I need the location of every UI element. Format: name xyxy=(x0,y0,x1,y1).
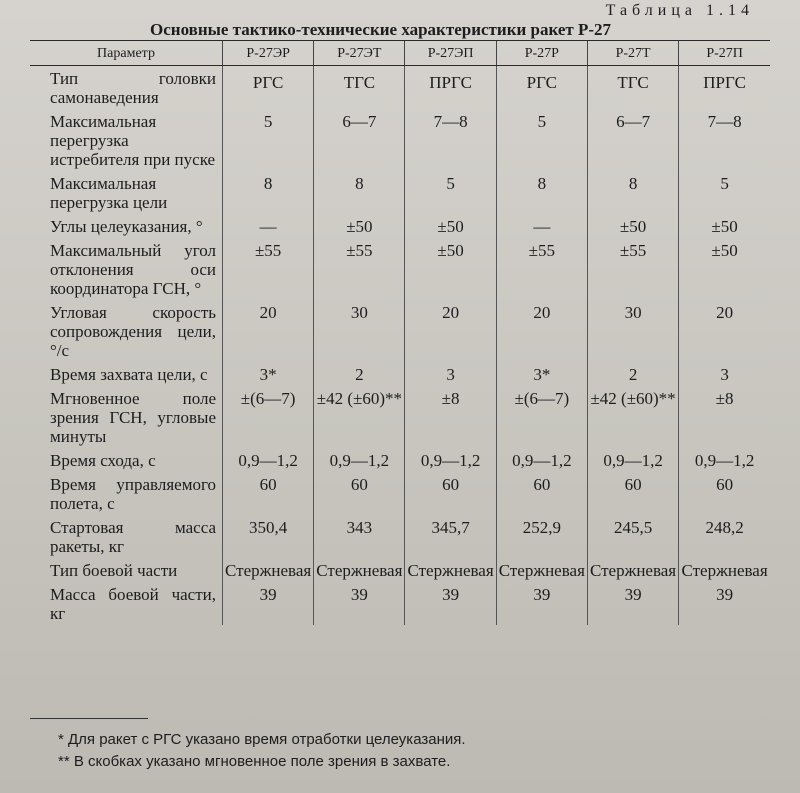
table-number: Таблица 1.14 xyxy=(605,2,754,19)
table-row xyxy=(30,362,770,386)
table-row xyxy=(30,109,770,171)
value-cell: 0,9—1,2 xyxy=(405,448,496,472)
value-cell: ±(6—7) xyxy=(496,386,587,448)
value-cell: ±50 xyxy=(314,214,405,238)
parameter-name: Время управляемого полета, с xyxy=(50,475,217,513)
value-cell: РГС xyxy=(496,66,587,110)
parameter-name: Углы целеуказания, ° xyxy=(50,217,203,236)
value-cell: ±42 (±60)** xyxy=(587,386,678,448)
value-cell: 8 xyxy=(496,171,587,214)
value-cell: ±50 xyxy=(405,238,496,300)
table-row xyxy=(30,238,770,300)
value-cell: Стержневая xyxy=(405,558,496,582)
value-cell: 5 xyxy=(679,171,770,214)
value-cell: 6—7 xyxy=(587,109,678,171)
value-cell: 252,9 xyxy=(496,515,587,558)
value-cell: 350,4 xyxy=(223,515,314,558)
parameter-name: Время захвата цели, с xyxy=(50,365,208,384)
table-row xyxy=(30,558,770,582)
value-cell: 8 xyxy=(223,171,314,214)
value-cell: 60 xyxy=(587,472,678,515)
value-cell: Стержневая xyxy=(496,558,587,582)
parameter-name: Угловая скорость сопровождения цели, °/с xyxy=(50,303,217,360)
value-cell: 20 xyxy=(496,300,587,362)
value-cell: — xyxy=(496,214,587,238)
value-cell: 5 xyxy=(223,109,314,171)
value-cell: 20 xyxy=(405,300,496,362)
value-cell: Стержневая xyxy=(314,558,405,582)
parameter-name: Максимальный угол отклонения оси координатора ГСН, ° xyxy=(50,241,217,298)
table-row xyxy=(30,66,770,110)
column-header: Р-27ЭП xyxy=(405,41,496,66)
footnote: * Для ракет с РГС указано время отработки целеуказания. xyxy=(58,731,466,748)
value-cell: ПРГС xyxy=(679,66,770,110)
table-row xyxy=(30,171,770,214)
value-cell: 0,9—1,2 xyxy=(223,448,314,472)
value-cell: 7—8 xyxy=(405,109,496,171)
table-row xyxy=(30,515,770,558)
value-cell: 20 xyxy=(679,300,770,362)
value-cell: 20 xyxy=(223,300,314,362)
value-cell: 5 xyxy=(405,171,496,214)
column-header: Параметр xyxy=(30,41,223,66)
value-cell: 345,7 xyxy=(405,515,496,558)
table-row xyxy=(30,386,770,448)
value-cell: 8 xyxy=(587,171,678,214)
column-header: Р-27Р xyxy=(496,41,587,66)
parameter-name: Максимальная перегрузка истребителя при пуске xyxy=(50,112,216,169)
column-header: Р-27ЭТ xyxy=(314,41,405,66)
parameter-name: Тип головки самонаведения xyxy=(50,69,217,107)
value-cell: ±50 xyxy=(405,214,496,238)
value-cell: 248,2 xyxy=(679,515,770,558)
value-cell: ±55 xyxy=(223,238,314,300)
value-cell: ±55 xyxy=(587,238,678,300)
value-cell: 0,9—1,2 xyxy=(679,448,770,472)
value-cell: 7—8 xyxy=(679,109,770,171)
value-cell: 39 xyxy=(314,582,405,625)
table-row xyxy=(30,582,770,625)
parameter-name: Мгновенное поле зрения ГСН, угловые минуты xyxy=(50,389,217,446)
value-cell: 39 xyxy=(405,582,496,625)
value-cell: 60 xyxy=(405,472,496,515)
column-header: Р-27ЭР xyxy=(223,41,314,66)
value-cell: 39 xyxy=(679,582,770,625)
value-cell: — xyxy=(223,214,314,238)
value-cell: ±50 xyxy=(679,214,770,238)
value-cell: ±8 xyxy=(405,386,496,448)
value-cell: 3 xyxy=(405,362,496,386)
value-cell: ПРГС xyxy=(405,66,496,110)
parameter-name: Стартовая масса ракеты, кг xyxy=(50,518,217,556)
value-cell: 60 xyxy=(223,472,314,515)
value-cell: ±42 (±60)** xyxy=(314,386,405,448)
value-cell: 60 xyxy=(314,472,405,515)
value-cell: 343 xyxy=(314,515,405,558)
value-cell: 245,5 xyxy=(587,515,678,558)
value-cell: ±55 xyxy=(496,238,587,300)
value-cell: 39 xyxy=(587,582,678,625)
parameter-name: Время схода, с xyxy=(50,451,156,470)
value-cell: ±(6—7) xyxy=(223,386,314,448)
value-cell: 5 xyxy=(496,109,587,171)
value-cell: 6—7 xyxy=(314,109,405,171)
value-cell: 3 xyxy=(679,362,770,386)
characteristics-table xyxy=(30,40,770,625)
footnotes xyxy=(58,729,758,773)
value-cell: 30 xyxy=(587,300,678,362)
parameter-name: Масса боевой части, кг xyxy=(50,585,217,623)
value-cell: Стержневая xyxy=(223,558,314,582)
value-cell: ±50 xyxy=(587,214,678,238)
value-cell: РГС xyxy=(223,66,314,110)
column-header: Р-27Т xyxy=(587,41,678,66)
value-cell: 39 xyxy=(496,582,587,625)
footnote-divider xyxy=(30,718,148,719)
value-cell: 30 xyxy=(314,300,405,362)
value-cell: 2 xyxy=(587,362,678,386)
value-cell: 8 xyxy=(314,171,405,214)
table-row xyxy=(30,214,770,238)
value-cell: 2 xyxy=(314,362,405,386)
value-cell: 60 xyxy=(496,472,587,515)
column-header: Р-27П xyxy=(679,41,770,66)
parameter-name: Тип боевой части xyxy=(50,561,178,580)
value-cell: 60 xyxy=(679,472,770,515)
value-cell: 3* xyxy=(223,362,314,386)
value-cell: Стержневая xyxy=(587,558,678,582)
parameter-name: Максимальная перегрузка цели xyxy=(50,174,168,212)
value-cell: 39 xyxy=(223,582,314,625)
table-row xyxy=(30,472,770,515)
value-cell: 0,9—1,2 xyxy=(496,448,587,472)
value-cell: ТГС xyxy=(314,66,405,110)
table-row xyxy=(30,448,770,472)
value-cell: 3* xyxy=(496,362,587,386)
header-row xyxy=(30,41,770,66)
table-title: Основные тактико-технические характеристики ракет Р-27 xyxy=(150,20,612,39)
value-cell: ±8 xyxy=(679,386,770,448)
value-cell: ±55 xyxy=(314,238,405,300)
value-cell: 0,9—1,2 xyxy=(314,448,405,472)
value-cell: Стержневая xyxy=(679,558,770,582)
table-row xyxy=(30,300,770,362)
value-cell: ±50 xyxy=(679,238,770,300)
footnote: ** В скобках указано мгновенное поле зрения в захвате. xyxy=(58,753,451,770)
value-cell: ТГС xyxy=(587,66,678,110)
value-cell: 0,9—1,2 xyxy=(587,448,678,472)
